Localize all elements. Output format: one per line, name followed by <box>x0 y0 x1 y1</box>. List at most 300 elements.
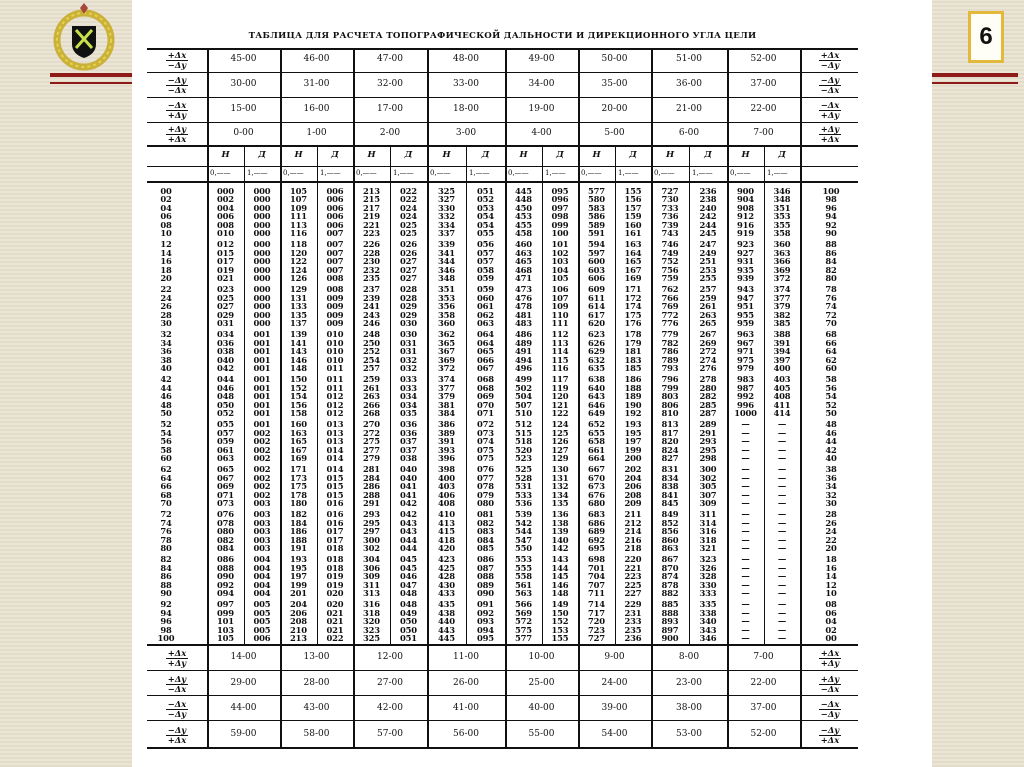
h-value: 793 <box>661 363 679 373</box>
h-value: 863 <box>661 543 679 553</box>
h-value: — <box>741 481 750 492</box>
h-value: 318 <box>363 607 380 618</box>
d-value: 124 <box>551 419 569 430</box>
d-value: 025 <box>400 219 417 230</box>
h-value: 507 <box>515 399 532 410</box>
d-value: 107 <box>551 292 569 303</box>
row-label-right: 62 <box>825 354 837 365</box>
h-value: 817 <box>661 427 679 438</box>
h-value: 533 <box>515 489 532 500</box>
d-value: 090 <box>477 588 494 598</box>
h-value: 213 <box>290 633 307 643</box>
d-value: 045 <box>400 562 417 573</box>
h-value: 772 <box>661 309 679 320</box>
row-label-left: 88 <box>160 579 172 590</box>
h-value: 673 <box>588 481 605 492</box>
h-value: 129 <box>290 284 307 295</box>
d-value: 013 <box>326 427 344 438</box>
h-value: 769 <box>661 301 679 312</box>
d-value: 035 <box>400 408 417 418</box>
d-value: 060 <box>477 292 494 303</box>
sign-numerator: +Δx <box>820 50 840 60</box>
d-value: — <box>777 607 787 618</box>
h-value: 297 <box>363 526 380 537</box>
h-value: 649 <box>588 408 605 418</box>
d-value: 032 <box>400 354 417 365</box>
h-value: 120 <box>290 247 307 258</box>
h-value: 029 <box>217 309 234 320</box>
h-value: 270 <box>363 419 380 430</box>
column-divider <box>800 48 802 748</box>
h-value: 379 <box>438 391 455 402</box>
d-value: — <box>777 517 787 528</box>
h-value: 277 <box>363 444 380 455</box>
row-label-left: 60 <box>160 453 172 463</box>
d-value: 002 <box>253 464 271 475</box>
d-value: 000 <box>253 292 271 303</box>
h-value: 632 <box>588 354 605 365</box>
d-value: 010 <box>326 354 344 365</box>
h-value: 348 <box>438 273 455 283</box>
row-label-left: 68 <box>160 489 172 500</box>
h-value: 042 <box>217 363 234 373</box>
sign-denominator: +Δx <box>167 734 187 745</box>
column-h-label: Н <box>592 150 601 160</box>
h-value: 860 <box>661 534 679 545</box>
row-label-left: 46 <box>160 391 172 402</box>
d-value: 018 <box>326 562 344 573</box>
h-value: 478 <box>515 301 532 312</box>
h-value: 476 <box>515 292 532 303</box>
sign-label-right <box>808 101 852 120</box>
row-label-right: 92 <box>825 219 837 230</box>
h-value: 776 <box>661 318 679 328</box>
row-label-left: 26 <box>160 301 172 312</box>
d-value: 002 <box>253 427 271 438</box>
d-value: 143 <box>551 554 569 565</box>
d-value: 012 <box>326 408 344 418</box>
d-value: 000 <box>253 318 271 328</box>
sign-denominator: −Δy <box>820 60 840 70</box>
d-value: 063 <box>477 318 494 328</box>
d-value: 000 <box>253 264 271 275</box>
h-value: 078 <box>217 517 234 528</box>
d-value: 012 <box>326 399 344 410</box>
d-value: 076 <box>477 464 494 475</box>
h-value: 012 <box>217 239 234 250</box>
row-label-right: 04 <box>825 616 837 627</box>
h-value: 124 <box>290 264 307 275</box>
d-value: 048 <box>400 599 417 610</box>
h-value: 465 <box>515 256 532 267</box>
d-value: 104 <box>551 264 569 275</box>
h-value: 021 <box>217 273 234 283</box>
d-value: — <box>777 526 787 537</box>
d-prefix: 1,—— <box>469 169 490 177</box>
h-value: 752 <box>661 256 679 267</box>
d-value: 001 <box>253 329 271 340</box>
row-label-right: 52 <box>825 399 837 410</box>
h-value: 643 <box>588 391 605 402</box>
h-value: 727 <box>588 633 605 643</box>
d-value: 138 <box>551 517 569 528</box>
d-value: 106 <box>551 284 569 295</box>
d-value: 085 <box>477 543 494 553</box>
h-value: 528 <box>515 472 532 483</box>
column-d-label: Д <box>481 150 490 160</box>
h-value: — <box>741 472 750 483</box>
angle-value: 50-00 <box>601 54 628 64</box>
d-value: 026 <box>400 239 417 250</box>
column-d-label: Д <box>331 150 339 160</box>
h-value: — <box>741 453 750 463</box>
angle-value: 25-00 <box>528 677 555 688</box>
h-value: — <box>741 588 750 598</box>
row-label-left: 10 <box>160 228 172 238</box>
d-value: 027 <box>400 264 417 275</box>
h-value: 683 <box>588 509 605 520</box>
sign-label-left <box>155 726 199 745</box>
d-value: 028 <box>400 292 417 303</box>
h-value: 122 <box>290 256 307 267</box>
h-value: 701 <box>588 562 605 573</box>
d-value: 321 <box>699 543 717 553</box>
left-red-rule <box>50 73 132 77</box>
angle-value: 10-00 <box>528 652 555 662</box>
h-value: 344 <box>438 256 455 267</box>
h-value: 193 <box>290 554 307 565</box>
h-value: 259 <box>363 374 380 385</box>
h-value: 923 <box>737 239 754 250</box>
sign-label-left <box>155 700 199 719</box>
d-value: 006 <box>326 219 344 230</box>
h-value: 204 <box>290 599 307 610</box>
h-value: 813 <box>661 419 679 430</box>
h-value: 664 <box>588 453 605 463</box>
row-label-left: 92 <box>160 599 172 610</box>
d-value: 244 <box>699 219 717 230</box>
h-value: 073 <box>217 498 234 508</box>
angle-value: 52-00 <box>750 728 777 739</box>
h-value: 199 <box>290 579 307 590</box>
angle-value: 54-00 <box>601 728 628 739</box>
h-value: 912 <box>737 211 754 222</box>
d-value: 295 <box>699 444 717 455</box>
d-value: 276 <box>699 363 717 373</box>
row-label-left: 38 <box>160 354 172 365</box>
h-value: 019 <box>217 264 234 275</box>
d-value: 114 <box>551 346 569 357</box>
d-value: 004 <box>253 571 271 582</box>
d-value: 285 <box>699 399 717 410</box>
d-value: 169 <box>624 273 642 283</box>
d-value: — <box>777 562 787 573</box>
sign-numerator: +Δy <box>167 673 187 684</box>
h-value: — <box>741 464 750 475</box>
d-value: 197 <box>624 436 642 447</box>
d-value: 006 <box>326 186 344 196</box>
h-value: 141 <box>290 337 307 348</box>
d-value: 042 <box>400 498 417 508</box>
d-prefix: 1,—— <box>247 169 268 177</box>
d-value: 265 <box>699 318 717 328</box>
h-value: 126 <box>290 273 307 283</box>
h-value: 531 <box>515 481 532 492</box>
d-value: — <box>777 464 787 475</box>
d-value: 223 <box>624 571 642 582</box>
row-label-right: 14 <box>825 571 837 582</box>
h-value: — <box>741 616 750 627</box>
h-value: 733 <box>661 202 679 213</box>
horizontal-rule <box>147 166 858 167</box>
angle-value: 34-00 <box>528 78 555 89</box>
h-value: 491 <box>515 346 532 357</box>
d-value: — <box>777 599 787 610</box>
sign-denominator: −Δy <box>167 708 187 719</box>
h-value: 458 <box>515 228 532 238</box>
h-value: 544 <box>515 526 532 537</box>
h-value: 820 <box>661 436 679 447</box>
d-value: 047 <box>400 579 417 590</box>
d-value: 229 <box>624 599 642 610</box>
h-value: 004 <box>217 202 234 213</box>
d-value: 343 <box>699 624 717 635</box>
row-label-left: 28 <box>160 309 172 320</box>
h-value: 171 <box>290 464 307 475</box>
h-value: 221 <box>363 219 380 230</box>
h-value: 408 <box>438 498 455 508</box>
h-value: 311 <box>363 579 380 590</box>
h-value: — <box>741 489 750 500</box>
sign-numerator: −Δx <box>167 698 187 709</box>
d-value: 097 <box>551 202 569 213</box>
h-value: 536 <box>515 498 532 508</box>
h-value: 893 <box>661 616 679 627</box>
row-label-right: 60 <box>825 363 837 373</box>
d-value: 031 <box>400 337 417 348</box>
d-value: 003 <box>253 526 271 537</box>
h-value: 351 <box>438 284 455 295</box>
h-value: 191 <box>290 543 307 553</box>
h-value: 403 <box>438 481 455 492</box>
h-prefix: 0,—— <box>283 169 304 177</box>
row-label-right: 38 <box>825 464 837 475</box>
h-value: 433 <box>438 588 455 598</box>
row-label-left: 08 <box>160 219 172 230</box>
row-label-right: 58 <box>825 374 837 385</box>
d-value: — <box>777 444 787 455</box>
h-value: 512 <box>515 419 532 430</box>
h-value: 008 <box>217 219 234 230</box>
d-value: 225 <box>624 579 642 590</box>
row-label-right: 88 <box>825 239 837 250</box>
h-value: 025 <box>217 292 234 303</box>
row-label-left: 16 <box>160 256 172 267</box>
h-value: 870 <box>661 562 679 573</box>
h-value: 135 <box>290 309 307 320</box>
h-value: 563 <box>515 588 532 598</box>
d-value: 061 <box>477 301 494 312</box>
column-h-label: Н <box>367 150 376 160</box>
h-value: 002 <box>217 194 234 205</box>
row-label-left: 100 <box>157 633 175 643</box>
h-value: 882 <box>661 588 679 598</box>
d-value: 030 <box>400 329 417 340</box>
row-label-right: 32 <box>825 489 837 500</box>
d-value: 152 <box>551 616 569 627</box>
d-value: 002 <box>253 444 271 455</box>
h-value: 670 <box>588 472 605 483</box>
d-value: 287 <box>699 408 717 418</box>
d-value: 269 <box>699 337 717 348</box>
d-value: 049 <box>400 607 417 618</box>
sign-numerator: −Δx <box>167 99 187 110</box>
d-value: 080 <box>477 498 494 508</box>
d-value: 397 <box>773 354 791 365</box>
h-value: 188 <box>290 534 307 545</box>
h-value: 692 <box>588 534 605 545</box>
h-value: 118 <box>290 239 307 250</box>
d-value: 013 <box>326 436 344 447</box>
d-value: 338 <box>699 607 717 618</box>
h-value: 992 <box>737 391 754 402</box>
d-value: 043 <box>400 517 417 528</box>
h-value: 603 <box>588 264 605 275</box>
d-value: — <box>777 419 787 430</box>
h-value: 569 <box>515 607 532 618</box>
d-value: 206 <box>624 481 642 492</box>
h-value: 306 <box>363 562 380 573</box>
h-prefix: 0,—— <box>356 169 377 177</box>
h-value: 1000 <box>734 408 757 418</box>
d-value: 293 <box>699 436 717 447</box>
d-value: 179 <box>624 337 642 348</box>
h-value: 396 <box>438 453 455 463</box>
h-value: 186 <box>290 526 307 537</box>
column-h-label: Н <box>741 150 750 160</box>
d-value: 236 <box>624 633 642 643</box>
angle-value: 12-00 <box>377 652 403 662</box>
h-value: 600 <box>588 256 605 267</box>
d-value: — <box>777 427 787 438</box>
h-value: 046 <box>217 382 234 393</box>
angle-value: 8-00 <box>678 652 700 662</box>
d-value: 040 <box>400 472 417 483</box>
h-value: 779 <box>661 329 679 340</box>
d-value: 059 <box>477 284 494 295</box>
d-value: 377 <box>773 292 791 303</box>
d-value: 212 <box>624 517 642 528</box>
d-value: 405 <box>773 382 791 393</box>
h-value: 577 <box>588 186 605 196</box>
d-value: 010 <box>326 329 344 340</box>
row-label-right: 74 <box>825 301 837 312</box>
h-value: 908 <box>737 202 754 213</box>
angle-value: 44-00 <box>230 702 257 713</box>
d-value: 087 <box>477 562 494 573</box>
h-value: 027 <box>217 301 234 312</box>
h-value: 284 <box>363 472 380 483</box>
d-value: 056 <box>477 239 494 250</box>
h-value: 667 <box>588 464 605 475</box>
h-value: 707 <box>588 579 605 590</box>
h-value: 739 <box>661 219 679 230</box>
sign-label-right <box>808 675 852 694</box>
d-value: 001 <box>253 374 271 385</box>
d-value: 015 <box>326 489 344 500</box>
d-value: 002 <box>253 453 271 463</box>
h-prefix: 0,—— <box>730 169 751 177</box>
h-value: 413 <box>438 517 455 528</box>
row-label-right: 24 <box>825 526 837 537</box>
h-value: 525 <box>515 464 532 475</box>
h-value: — <box>741 436 750 447</box>
h-value: 086 <box>217 554 234 565</box>
d-value: 048 <box>400 588 417 598</box>
d-value: 015 <box>326 481 344 492</box>
angle-value: 52-00 <box>750 54 777 64</box>
d-value: 360 <box>773 239 791 250</box>
sign-label-left <box>155 101 199 120</box>
d-value: 022 <box>400 186 417 196</box>
h-value: 090 <box>217 571 234 582</box>
d-value: 259 <box>699 292 717 303</box>
d-value: 414 <box>773 408 791 418</box>
h-value: 483 <box>515 318 532 328</box>
d-value: 204 <box>624 472 642 483</box>
d-value: 216 <box>624 534 642 545</box>
sign-denominator: +Δx <box>167 134 187 144</box>
h-value: 178 <box>290 489 307 500</box>
d-value: 021 <box>326 624 344 635</box>
row-label-left: 70 <box>160 498 172 508</box>
d-value: — <box>777 472 787 483</box>
h-value: 103 <box>217 624 234 635</box>
d-value: 081 <box>477 509 494 520</box>
d-value: 171 <box>624 284 642 295</box>
h-value: 036 <box>217 337 234 348</box>
h-value: 646 <box>588 399 605 410</box>
d-value: 004 <box>253 554 271 565</box>
d-value: 100 <box>551 228 569 238</box>
row-label-right: 76 <box>825 292 837 303</box>
d-value: 067 <box>477 363 494 373</box>
h-value: 897 <box>661 624 679 635</box>
d-value: 102 <box>551 247 569 258</box>
h-value: 916 <box>737 219 754 230</box>
d-value: 095 <box>477 633 494 643</box>
h-value: 931 <box>737 256 754 267</box>
h-value: 520 <box>515 444 532 455</box>
h-value: 152 <box>290 382 307 393</box>
h-value: 796 <box>661 374 679 385</box>
row-label-left: 34 <box>160 337 172 348</box>
h-value: — <box>741 607 750 618</box>
row-label-right: 28 <box>825 509 837 520</box>
h-value: 261 <box>363 382 380 393</box>
d-value: 040 <box>400 464 417 475</box>
h-value: 158 <box>290 408 307 418</box>
d-value: 045 <box>400 554 417 565</box>
sign-numerator: −Δy <box>167 724 187 735</box>
h-value: 428 <box>438 571 455 582</box>
d-value: 218 <box>624 543 642 553</box>
h-value: 553 <box>515 554 532 565</box>
d-value: 071 <box>477 408 494 418</box>
sign-numerator: −Δx <box>820 698 840 709</box>
h-value: 448 <box>515 194 532 205</box>
angle-value: 45-00 <box>230 54 257 64</box>
